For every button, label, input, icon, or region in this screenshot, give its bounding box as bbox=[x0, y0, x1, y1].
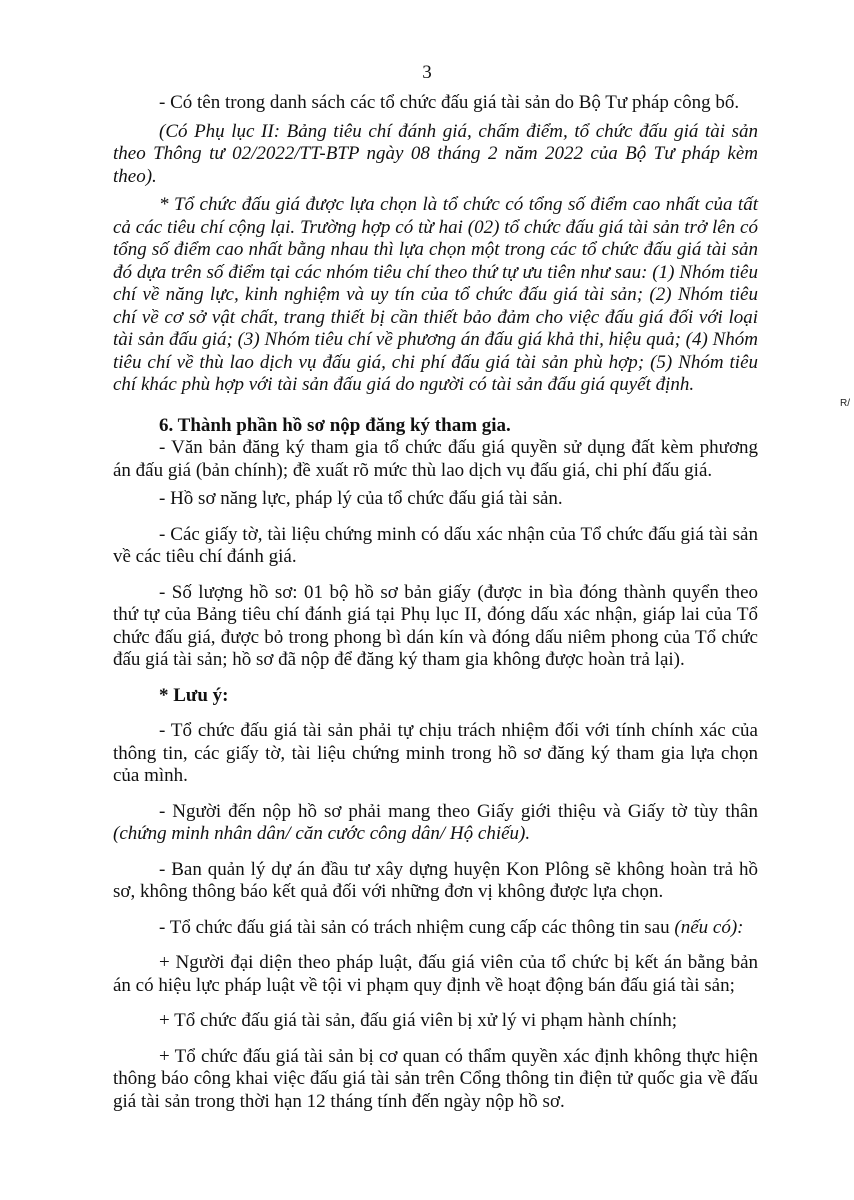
responsibility-note: - Tổ chức đấu giá tài sản phải tự chịu trách nhiệm đối với tính chính xác của thông tin, các giấy tờ, tài liệu chứng minh trong hồ sơ đăng ký tham gia lựa chọn của mình. bbox=[113, 720, 758, 786]
criteria-published-list: - Có tên trong danh sách các tổ chức đấu giá tài sản do Bộ Tư pháp công bố. bbox=[159, 92, 740, 113]
proof-documents-item: - Các giấy tờ, tài liệu chứng minh có dấu xác nhận của Tổ chức đấu giá tài sản về các tiêu chí đánh giá. bbox=[113, 523, 758, 567]
appendix-note: (Có Phụ lục II: Bảng tiêu chí đánh giá, chấm điểm, tổ chức đấu giá tài sản theo Thông tư 02/2022/TT-BTP ngày 08 tháng 2 năm 2022 của Bộ Tư pháp kèm theo). bbox=[113, 120, 758, 187]
information-duty-italic: (nếu có): bbox=[674, 916, 744, 938]
id-papers-note bbox=[113, 801, 758, 846]
id-papers-note-text: - Người đến nộp hồ sơ phải mang theo Giấy giới thiệu và Giấy tờ tùy thân bbox=[159, 800, 758, 822]
information-duty-text: - Tổ chức đấu giá tài sản có trách nhiệm cung cấp các thông tin sau bbox=[159, 916, 670, 938]
section-heading-6: 6. Thành phần hồ sơ nộp đăng ký tham gia. bbox=[159, 414, 511, 436]
registration-document-item: - Văn bản đăng ký tham gia tổ chức đấu giá quyền sử dụng đất kèm phương án đấu giá (bản chính); đề xuất rõ mức thù lao dịch vụ đấu giá, chi phí đấu giá. bbox=[113, 437, 758, 481]
page-number: 3 bbox=[422, 62, 432, 83]
no-return-note: - Ban quản lý dự án đầu tư xây dựng huyện Kon Plông sẽ không hoàn trả hồ sơ, không thông báo kết quả đối với những đơn vị không được lựa chọn. bbox=[113, 858, 758, 902]
selection-rule-note: * Tổ chức đấu giá được lựa chọn là tổ chức có tổng số điểm cao nhất của tất cả các tiêu chí cộng lại. Trường hợp có từ hai (02) tổ chức đấu giá tài sản trở lên có tổng số điểm cao nhất bằng nhau thì lựa chọn một trong các tổ chức đấu giá tài sản đó dựa trên số điểm tại các nhóm tiêu chí theo thứ tự ưu tiên như sau: (1) Nhóm tiêu chí về năng lực, kinh nghiệm và uy tín của tổ chức đấu giá tài sản; (2) Nhóm tiêu chí về cơ sở vật chất, trang thiết bị cần thiết bảo đảm cho việc đấu giá đối với loại tài sản đấu giá; (3) Nhóm tiêu chí về phương án đấu giá khả thi, hiệu quả; (4) Nhóm tiêu chí về thù lao dịch vụ đấu giá, chi phí đấu giá tài sản phù hợp; (5) Nhóm tiêu chí khác phù hợp với tài sản đấu giá do người có tài sản đấu giá quyết định. bbox=[113, 194, 758, 395]
info-item-administrative-violation: + Tổ chức đấu giá tài sản, đấu giá viên bị xử lý vi phạm hành chính; bbox=[159, 1010, 677, 1031]
note-heading: * Lưu ý: bbox=[159, 684, 229, 706]
capacity-profile-item: - Hồ sơ năng lực, pháp lý của tổ chức đấu giá tài sản. bbox=[159, 488, 563, 509]
document-body bbox=[113, 92, 758, 1113]
id-papers-note-italic: (chứng minh nhân dân/ căn cước công dân/ Hộ chiếu). bbox=[113, 823, 531, 844]
info-item-no-public-notice: + Tổ chức đấu giá tài sản bị cơ quan có thẩm quyền xác định không thực hiện thông báo công khai việc đấu giá tài sản trên Cổng thông tin điện tử quốc gia về đấu giá tài sản trong thời hạn 12 tháng tính đến ngày nộp hồ sơ. bbox=[113, 1045, 758, 1112]
dossier-quantity-item: - Số lượng hồ sơ: 01 bộ hồ sơ bản giấy (được in bìa đóng thành quyển theo thứ tự của Bảng tiêu chí đánh giá tại Phụ lục II, đóng dấu xác nhận, giáp lai của Tổ chức đấu giá, được bỏ trong phong bì dán kín và đóng dấu niêm phong của Tổ chức đấu giá tài sản; hồ sơ đã nộp để đăng ký tham gia không được hoàn trả lại). bbox=[113, 581, 758, 670]
margin-mark: R/ bbox=[840, 398, 850, 409]
information-duty-note bbox=[113, 917, 758, 940]
info-item-convicted: + Người đại diện theo pháp luật, đấu giá viên của tổ chức bị kết án bằng bản án có hiệu lực pháp luật về tội vi phạm quy định về hoạt động bán đấu giá tài sản; bbox=[113, 952, 758, 996]
